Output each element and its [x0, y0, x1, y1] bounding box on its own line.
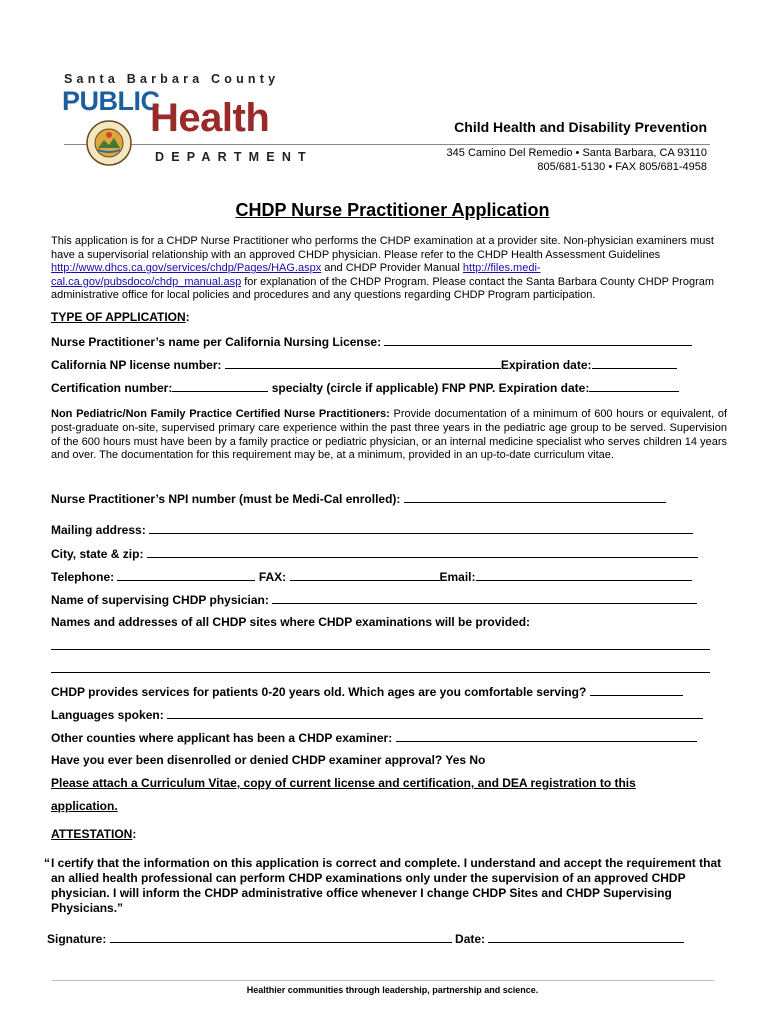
supervising-field[interactable]	[272, 592, 697, 604]
signature-field[interactable]	[110, 931, 452, 943]
languages-label: Languages spoken:	[51, 708, 164, 722]
logo-county-text: Santa Barbara County	[64, 72, 280, 86]
attach-instruction-line-2: application.	[51, 799, 118, 813]
logo-public-text: PUBLIC	[62, 86, 160, 116]
logo-department-text: DEPARTMENT	[155, 150, 313, 164]
expiration-label: Expiration date:	[500, 358, 592, 372]
header-divider	[64, 144, 710, 145]
disenrolled-question: Have you ever been disenrolled or denied CHDP examiner approval? Yes No	[51, 753, 486, 767]
signature-label: Signature:	[47, 932, 107, 946]
np-note-text: Provide documentation of a minimum of 600 hours or equivalent, of post-graduate on-site, supervised primary care experience within the past three years in the pediatric age group to be served. Supervision of the 600 hours must have been by a family practice or pediatric physician, or an internal medicine specialist who serves children 14 years and over. The documentation for this requirement may be, at a minimum, provided in an up-to-date curriculum vitae.	[51, 408, 728, 462]
attestation-open-quote: “	[44, 856, 50, 870]
county-seal-icon	[86, 120, 132, 166]
npi-row	[51, 491, 666, 506]
certification-field[interactable]	[172, 380, 268, 392]
ages-label: CHDP provides services for patients 0-20 years old. Which ages are you comfortable serving?	[51, 685, 587, 699]
attestation-heading: ATTESTATION:	[51, 827, 137, 841]
type-of-application-heading: TYPE OF APPLICATION:	[51, 310, 190, 324]
telephone-field[interactable]	[117, 569, 255, 581]
signature-row	[47, 931, 684, 946]
counties-label: Other counties where applicant has been a CHDP examiner:	[51, 731, 393, 745]
address-line-1: 345 Camino Del Remedio • Santa Barbara, CA 93110	[446, 147, 707, 159]
intro-text-3: for explanation of the CHDP Program. Please contact the Santa Barbara County CHDP Program administrative office for local policies and procedures and any questions regarding CHDP Program participation.	[51, 275, 715, 302]
license-label: California NP license number:	[51, 358, 222, 372]
email-label: Email:	[439, 570, 476, 584]
mailing-row	[51, 522, 693, 537]
date-field[interactable]	[488, 931, 684, 943]
license-row	[51, 357, 677, 372]
counties-row	[51, 730, 697, 745]
intro-paragraph	[51, 235, 717, 303]
city-label: City, state & zip:	[51, 547, 144, 561]
intro-text-1: This application is for a CHDP Nurse Practitioner who performs the CHDP examination at a provider site. Non-physician examiners must have a supervisorial relationship with an approved CHDP physician. Please refer to the CHDP Health Assessment Guidelines	[51, 235, 714, 261]
footer-divider	[52, 980, 714, 981]
supervising-row	[51, 592, 697, 607]
specialty-label: specialty (circle if applicable) FNP PNP. Expiration date:	[271, 381, 590, 395]
supervising-label: Name of supervising CHDP physician:	[51, 593, 269, 607]
languages-field[interactable]	[167, 707, 703, 719]
sites-field-line-2[interactable]	[51, 672, 710, 673]
attestation-text: I certify that the information on this application is correct and complete. I understand and accept the requirement that an allied health professional can perform CHDP examinations only under the supervision of an approved CHDP physician. I will inform the CHDP administrative office whenever I change CHDP Sites and CHDP Supervising Physicians.”	[51, 856, 722, 915]
cert-expiration-field[interactable]	[589, 380, 679, 392]
mailing-label: Mailing address:	[51, 523, 146, 537]
np-note-label: Non Pediatric/Non Family Practice Certified Nurse Practitioners:	[51, 408, 390, 420]
ages-row	[51, 684, 683, 699]
sites-label: Names and addresses of all CHDP sites where CHDP examinations will be provided:	[51, 615, 531, 629]
hag-link[interactable]: http://www.dhcs.ca.gov/services/chdp/Pages/HAG.aspx	[51, 262, 322, 275]
program-name: Child Health and Disability Prevention	[454, 119, 707, 135]
city-field[interactable]	[147, 546, 698, 558]
telephone-label: Telephone:	[51, 570, 115, 584]
np-requirements-note	[51, 408, 727, 463]
phone-row	[51, 569, 692, 584]
city-row	[51, 546, 698, 561]
logo-health-text: Health	[150, 96, 270, 140]
intro-text-2: and CHDP Provider Manual	[321, 262, 463, 275]
footer-tagline: Healthier communities through leadership, partnership and science.	[246, 985, 539, 995]
counties-field[interactable]	[396, 730, 697, 742]
provider-manual-link[interactable]: http://files.medi-cal.ca.gov/pubsdoco/chdp_manual.asp	[51, 262, 541, 288]
fax-label: FAX:	[258, 570, 287, 584]
license-field[interactable]	[225, 357, 501, 369]
fax-field[interactable]	[290, 569, 440, 581]
npi-field[interactable]	[404, 491, 666, 503]
expiration-field[interactable]	[592, 357, 677, 369]
np-name-label: Nurse Practitioner’s name per California Nursing License:	[51, 335, 382, 349]
ages-field[interactable]	[590, 684, 683, 696]
certification-row	[51, 380, 679, 395]
date-label: Date:	[455, 932, 486, 946]
npi-label: Nurse Practitioner’s NPI number (must be Medi-Cal enrolled):	[51, 492, 401, 506]
attach-instruction-line-1: Please attach a Curriculum Vitae, copy of current license and certification, and DEA registration to this	[51, 776, 636, 790]
mailing-field[interactable]	[149, 522, 693, 534]
address-line-2: 805/681-5130 • FAX 805/681-4958	[537, 161, 707, 173]
email-field[interactable]	[476, 569, 692, 581]
sites-field-line-1[interactable]	[51, 649, 710, 650]
languages-row	[51, 707, 703, 722]
certification-label: Certification number:	[51, 381, 173, 395]
np-name-field[interactable]	[384, 334, 692, 346]
np-name-row	[51, 334, 692, 349]
page-title: CHDP Nurse Practitioner Application	[235, 200, 550, 220]
